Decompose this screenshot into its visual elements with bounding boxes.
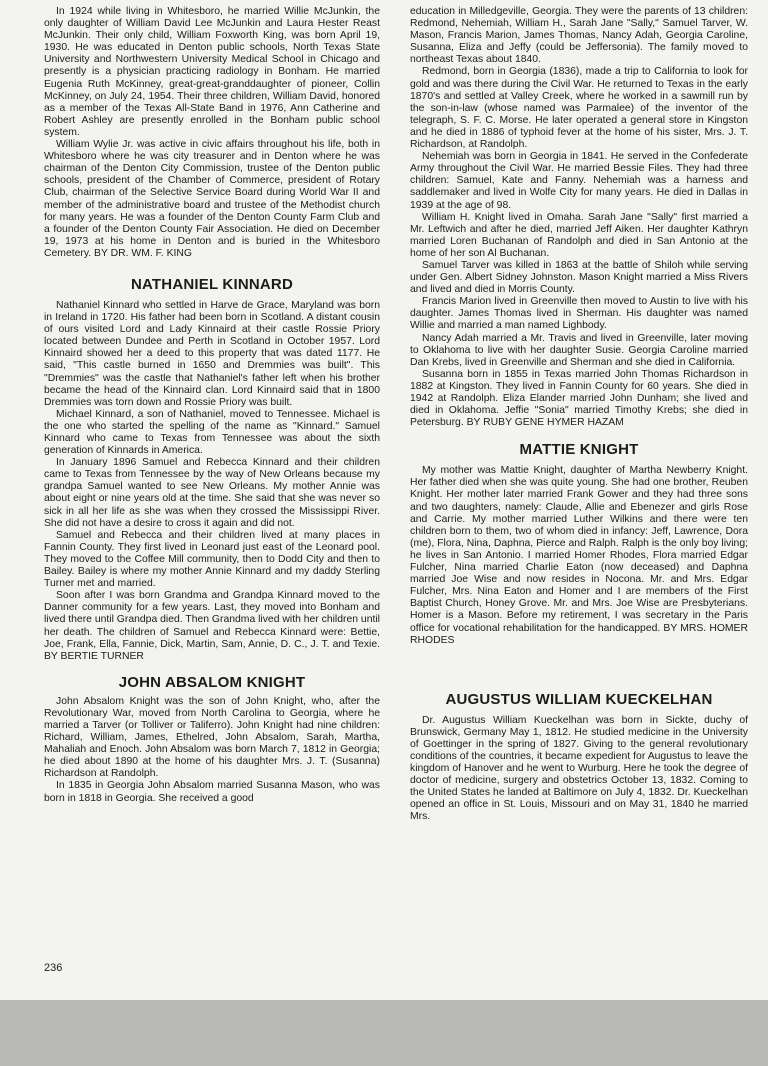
section-heading-augustus-kueckelhan: AUGUSTUS WILLIAM KUECKELHAN bbox=[445, 690, 713, 708]
paragraph-mattie-1: My mother was Mattie Knight, daughter of Martha Newberry Knight. Her father died when she was quite young. She had one brother, Reuben Knight. Her mother later married Frank Gower and they had three sons and two daughters, namely: Claude, Allie and Ebenezer and girls Rose and Carrie. My mother married Luther Wilkins and there were ten children born to them, two of whom died in infancy: Jeff, Lawrence, Dora (me), Flora, Nina, Daphna, Pierce and Ralph. Ralph is the only boy living; he lives in San Antonio. I married Homer Rhodes, Flora married Edgar Fulcher, Nina married Charlie Eaton (now deceased) and Daphna married Joe Wise and now resides in Nocona. Mr. and Mrs. Edgar Fulcher, Mrs. Nina Eaton and Homer and I are members of the First Baptist Church, Honey Grove. Mr. and Mrs. Joe Wise are Presbyterians. Homer is a Mason. Before my retirement, I was secretary in the Paris office for vocational rehabilitation for the handicapped. BY MRS. HOMER RHODES bbox=[410, 465, 748, 646]
paragraph-knight-cont-4: William H. Knight lived in Omaha. Sarah Jane "Sally" first married a Mr. Leftwich and after he died, married Jeff Aiken. Her daughter Kathryn married Loren Buchanan of Randolph and died in San Antonio at the home of her son Al Buchanan. bbox=[410, 211, 748, 259]
paragraph-knight-cont-8: Susanna born in 1855 in Texas married John Thomas Richardson in 1882 at Kingston. They lived in Fannin County for 60 years. She died in 1942 at Randolph. Eliza Elander married John Dunham; she lived and died in Oklahoma. Jeffie "Sonia" married Timothy Krebs; she died in Petersburg. BY RUBY GENE HYMER HAZAM bbox=[410, 368, 748, 429]
paragraph-knight-cont-1: education in Milledgeville, Georgia. They were the parents of 13 children: Redmond, Nehemiah, William H., Sarah Jane "Sally," Samuel Tarver, W. Mason, Francis Marion, James Thomas, Nancy Adah, Georgia Caroline, Susanna, Eliza and Jeffy (could be Jeffersonia). The family moved to northeast Texas about 1840. bbox=[410, 6, 748, 66]
paragraph-knight-cont-2: Redmond, born in Georgia (1836), made a trip to California to look for gold and was there during the Civil War. He returned to Texas in the early 1870's and settled at Valley Creek, where he worked in a sawmill run by the son-in-law (whose named was Parmalee) of the inventor of the telegraph, S. F. C. Morse. He later operated a general store in Kingston and he died in 1886 of typhoid fever at the home of his sister, Mrs. J. T. Richardson, at Randolph. bbox=[410, 66, 748, 151]
paragraph-kinnard-5: Soon after I was born Grandma and Grandpa Kinnard moved to the Danner community for a few years. Last, they moved into Bonham and lived there until Grandpa died. Then Grandma lived with her children until her death. The children of Samuel and Rebecca Kinnard were: Bettie, Joe, Frank, Ella, Fannie, Dick, Martin, Sam, Annie, D. C., J. T. and Texie. BY BERTIE TURNER bbox=[44, 590, 380, 662]
paragraph-kinnard-4: Samuel and Rebecca and their children lived at many places in Fannin County. They first lived in Leonard just east of the Leonard pool. They moved to the Coffee Mill community, then to Dodd City and then to Bailey. Bailey is where my mother Annie Kinnard and my daddy Sterling Turner met and married. bbox=[44, 529, 380, 590]
section-heading-nathaniel-kinnard: NATHANIEL KINNARD bbox=[130, 275, 293, 293]
paragraph-knight-cont-5: Samuel Tarver was killed in 1863 at the battle of Shiloh while serving under Gen. Albert Sidney Johnston. Mason Knight married a Miss Rivers and lived and died in Morris County. bbox=[410, 259, 748, 296]
paragraph-kinnard-3: In January 1896 Samuel and Rebecca Kinnard and their children came to Texas from Tennessee by the way of New Orleans because my grandpa Samuel wanted to see New Orleans. My mother Annie was about eight or nine years old at the time. She said that she was never so sick in all her life as she was when they crossed the Mississippi River. She did not have a desire to cross it again and did not. bbox=[44, 457, 380, 529]
right-column bbox=[410, 0, 748, 824]
paragraph-john-1: John Absalom Knight was the son of John Knight, who, after the Revolutionary War, moved from North Carolina to Georgia, where he married a Tarver (or Tolliver or Taliferro). John Knight had nine children: Richard, William, James, Ethelred, John Absalom, Sarah, Martha, Mahaliah and Enoch. John Absalom was born March 7, 1812 in Georgia; he died about 1890 at the home of his daughter Mrs. J. T. (Susanna) Richardson at Randolph. bbox=[44, 695, 380, 780]
paragraph-knight-cont-6: Francis Marion lived in Greenville then moved to Austin to live with his daughter. James Thomas lived in Sherman. His daughter was named Willie and married a man named Lighbody. bbox=[410, 296, 748, 332]
paragraph-kinnard-1: Nathaniel Kinnard who settled in Harve de Grace, Maryland was born in Ireland in 1720. His father had been born in Scotland. A distant cousin of ours visited Lord and Lady Kinnaird at their castle Rossie Priory located between Dundee and Perth in Scotland in October 1957. Lord Kinnaird showed her a deed to this property that was dated 1177. He said, "This castle burned in 1650 and Dremmies was built". This "Dremmies" was the castle that Nathaniel's father left when his brother became the head of the Kinnaird clan. Lord Kinnaird said that in 1800 Dremmies was torn down and Rossie Priory was built. bbox=[44, 299, 380, 408]
page-number: 236 bbox=[44, 962, 63, 974]
paragraph-augustus-1: Dr. Augustus William Kueckelhan was born in Sickte, duchy of Brunswick, Germany May 1, 1812. He studied medicine in the University of Goettinger in the spring of 1827. Giving to the general revolutionary conditions of the countries, it became expedient for Augustus to leave the kingdom of Hanover and he went to Wurburg. Here he took the degree of doctor of medicine, surgery and obstetrics October 13, 1832. Coming to the United States he landed at Baltimore on July 4, 1832. Dr. Kueckelhan opened an office in St. Louis, Missouri and on May 31, 1840 he married Mrs. bbox=[410, 714, 748, 823]
paragraph-king-1: In 1924 while living in Whitesboro, he married Willie McJunkin, the only daughter of William David Lee McJunkin and Laura Hester Reast McJunkin. Their only child, William Foxworth King, was born April 19, 1930. He was educated in Denton public schools, North Texas State University and Northwestern University Medical School in Chicago and presently is a physician practicing radiology in Bonham. He married Eugenia Ruth McKinney, great-great-granddaughter of pioneer, Collin McKinney, on July 24, 1954. Their three children, William David, honored as a member of the Texas All-State Band in 1976, Ann Catherine and Robert Ashley are presently enrolled in the Bonham public school system. bbox=[44, 6, 380, 138]
paragraph-john-2: In 1835 in Georgia John Absalom married Susanna Mason, who was born in 1818 in Georgia. She received a good bbox=[44, 780, 380, 804]
paragraph-king-2: William Wylie Jr. was active in civic affairs throughout his life, both in Whitesboro where he was city treasurer and in Denton where he was chairman of the Denton City Commission, trustee of the Denton public schools, president of the Chamber of Commerce, president of Rotary Club, chairman of the Selective Service Board during World War II and member of the administrative board and trustee of the Methodist church for many years. He was a founder of the Denton County Farm Club and a founder of the Denton County Fair Association. He died on December 19, 1973 at his home in Denton and is buried in the Whitesboro Cemetery. BY DR. WM. F. KING bbox=[44, 139, 380, 259]
section-heading-mattie-knight: MATTIE KNIGHT bbox=[519, 441, 639, 459]
section-heading-john-absalom-knight: JOHN ABSALOM KNIGHT bbox=[118, 673, 306, 691]
paragraph-kinnard-2: Michael Kinnard, a son of Nathaniel, moved to Tennessee. Michael is the one who started the spelling of the name as "Kinnard." Samuel Kinnard who came to Texas from Tennessee was about the sixth generation of Kinnards in America. bbox=[44, 408, 380, 457]
paragraph-knight-cont-3: Nehemiah was born in Georgia in 1841. He served in the Confederate Army throughout the Civil War. He married Bessie Files. They had three children: Samuel, Kate and Fanny. Nehemiah was a harness and saddlemaker and lived in Wolfe City for many years. He died in Dallas in 1939 at the age of 98. bbox=[410, 151, 748, 211]
paragraph-knight-cont-7: Nancy Adah married a Mr. Travis and lived in Greenville, later moving to Oklahoma to live with her daughter Susie. Georgia Caroline married Dan Krebs, lived in Greenville and Sherman and she died in California. bbox=[410, 332, 748, 368]
left-column bbox=[44, 0, 380, 805]
